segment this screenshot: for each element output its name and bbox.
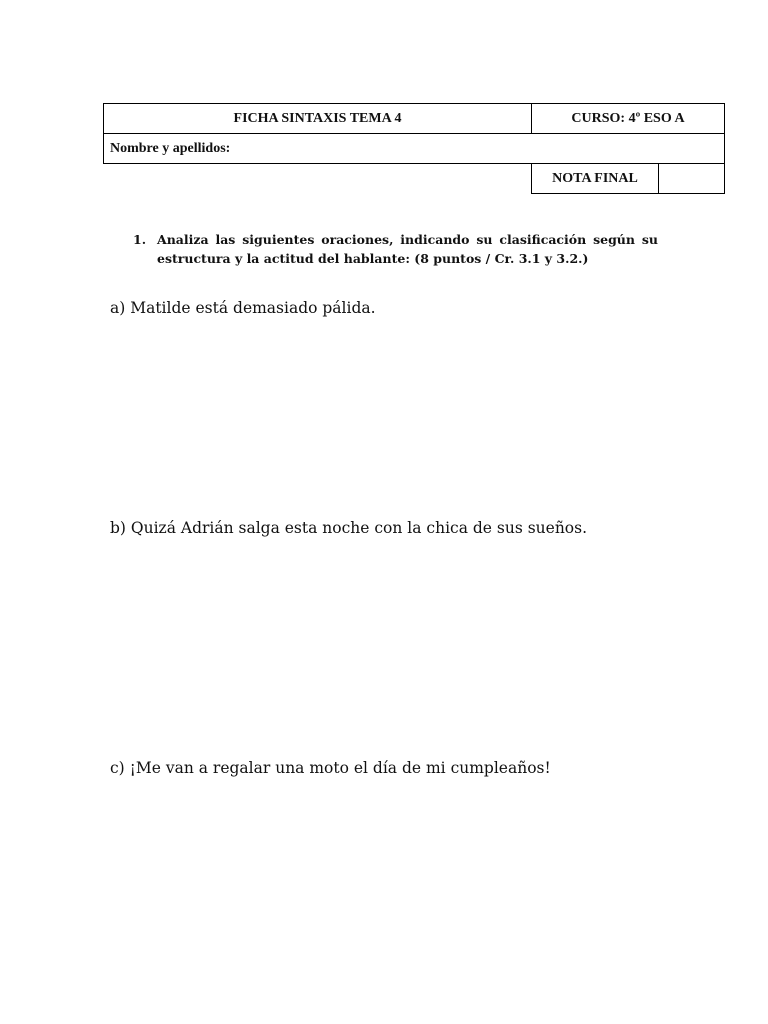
header-row-title — [104, 104, 725, 134]
header-row-name — [104, 134, 725, 164]
header-table — [103, 103, 725, 194]
sentence-b: b) Quizá Adrián salga esta noche con la chica de sus sueños. — [110, 519, 588, 537]
grade-value-cell — [659, 164, 725, 194]
worksheet-title: FICHA SINTAXIS TEMA 4 — [104, 104, 532, 134]
question-1 — [133, 230, 658, 268]
question-number: 1. — [133, 232, 147, 247]
name-field-label: Nombre y apellidos: — [104, 134, 725, 164]
grade-label: NOTA FINAL — [532, 164, 659, 194]
course-label: CURSO: 4º ESO A — [532, 104, 725, 134]
grade-spacer — [104, 164, 532, 194]
header-row-grade — [104, 164, 725, 194]
sentence-a: a) Matilde está demasiado pálida. — [110, 299, 376, 317]
question-text: Analiza las siguientes oraciones, indicando su clasificación según su estructura y la actitud del hablante: (8 puntos / Cr. 3.1 y 3.2.) — [157, 232, 658, 266]
sentence-c: c) ¡Me van a regalar una moto el día de mi cumpleaños! — [110, 759, 551, 777]
